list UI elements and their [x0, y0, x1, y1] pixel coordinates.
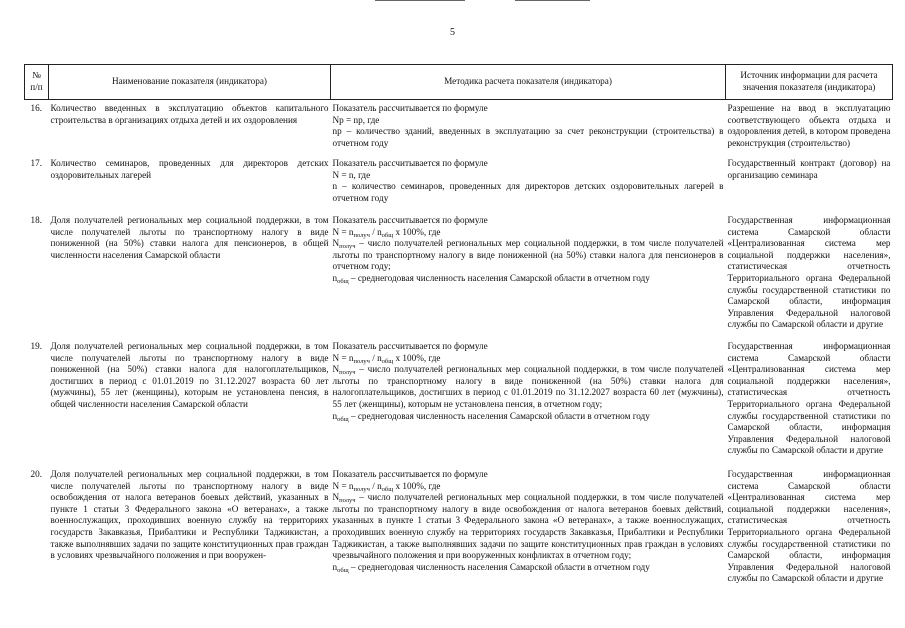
indicator-name: Количество семинаров, проведенных для директоров детских оздоровительных лагерей: [50, 158, 329, 180]
method-formula: $N = n_{получ} / n_{общ}$ х 100%, где: [332, 226, 441, 239]
calculation-method: [331, 100, 726, 159]
row-number: 20.: [30, 469, 42, 479]
top-rule-left: [375, 0, 465, 1]
indicator-name: Доля получателей региональных мер социальной поддержки, в том числе получателей льготы по транспортному налогу в виде пониженной (на 50%) ставки налога для налогоплательщиков, достигших в период с 01.01.2019 по 31.12.2027 возраста 60 лет (мужчины), 55 лет (женщины), которым не установлена пенсия, в общей численности населения Самарской области: [50, 341, 329, 409]
calculation-method: [331, 469, 726, 589]
info-source: Разрешение на ввод в эксплуатацию соответствующего объекта отдыха и оздоровления детей, в котором проведена реконструкция (строительство): [727, 103, 891, 148]
header-source: Источник информации для расчета значения показателя (индикатора): [726, 65, 893, 100]
row-number: 17.: [30, 158, 42, 168]
indicator-name: Доля получателей региональных мер социальной поддержки, в том числе получателей льготы по транспортному налогу в виде пониженной (на 50%) ставки налога для пенсионеров, в общей численности населения Самарской области: [50, 215, 329, 260]
method-line: $N_{получ}$ – число получателей региональных мер социальной поддержки, в том числе получателей льготы по транспортному налогу в виде пониженной (на 50%) ставки налога для налогоплательщиков, достигших в период с 01.01.2019 по 31.12.2027 возраста 60 лет (мужчины), 55 лет (женщины), которым не установлена пенсия, в отчетном году;: [332, 364, 724, 409]
method-line: Показатель рассчитывается по формуле: [332, 341, 488, 351]
method-line: Показатель рассчитывается по формуле: [332, 469, 488, 479]
method-line: $n_{общ}$ – среднегодовая численность населения Самарской области в отчетном году: [332, 561, 650, 574]
info-source: Государственная информационная система Самарской области «Централизованная система мер социальной поддержки населения», статистическая отчетность Территориального органа Федеральной службы государственной статистики по Самарской области, информация Управления Федеральной налоговой службы по Самарской области и другие: [727, 469, 891, 584]
row-number: 16.: [30, 103, 42, 113]
table-row: [25, 341, 893, 469]
method-formula: Np = np, где: [332, 114, 380, 125]
calculation-method: [331, 215, 726, 341]
info-source: Государственная информационная система Самарской области «Централизованная система мер социальной поддержки населения», статистическая отчетность Территориального органа Федеральной службы государственной статистики по Самарской области, информация Управления Федеральной налоговой службы по Самарской области и другие: [727, 215, 891, 330]
page-number: 5: [450, 27, 455, 38]
table-row: [25, 158, 893, 215]
method-formula: $N = n_{получ} / n_{общ}$ х 100%, где: [332, 480, 441, 493]
top-rule-right: [515, 0, 590, 1]
indicator-name: Доля получателей региональных мер социальной поддержки, в том числе получателей льготы по транспортному налогу в виде освобождения от налога ветеранов боевых действий, указанных в пункте 1 статьи 3 Федерального закона «О ветеранах», а также военнослужащих, проходивших военную службу на территориях государств Закавказья, Прибалтики и Республики Таджикистан, а также выполнявших задачи по защите конституционных прав граждан в условиях чрезвычайного положения и при вооружен-: [50, 469, 329, 561]
method-line: Показатель рассчитывается по формуле: [332, 215, 488, 225]
indicators-table: [24, 64, 893, 589]
header-name: Наименование показателя (индикатора): [49, 65, 331, 100]
calculation-method: [331, 341, 726, 469]
info-source: Государственный контракт (договор) на организацию семинара: [727, 158, 891, 180]
method-line: $n_{общ}$ – среднегодовая численность населения Самарской области в отчетном году: [332, 272, 650, 285]
header-method: Методика расчета показателя (индикатора): [331, 65, 726, 100]
method-line: $n_{общ}$ – среднегодовая численность населения Самарской области в отчетном году: [332, 410, 650, 423]
method-line: $N_{получ}$ – число получателей региональных мер социальной поддержки, в том числе получателей льготы по транспортному налогу в виде пониженной (на 50%) ставки налога для пенсионеров в отчетном году;: [332, 238, 724, 272]
method-line: Показатель рассчитывается по формуле: [332, 103, 488, 113]
indicator-name: Количество введенных в эксплуатацию объектов капитального строительства в организациях отдыха детей и их оздоровления: [50, 103, 329, 125]
method-line: n – количество семинаров, проведенных для директоров детских оздоровительных лагерей в отчетном году: [332, 181, 724, 203]
method-line: np – количество зданий, введенных в эксплуатацию за счет реконструкции (строительства) в отчетном году: [332, 126, 724, 148]
table-row: [25, 215, 893, 341]
method-line: Показатель рассчитывается по формуле: [332, 158, 488, 168]
method-formula: $N = n_{получ} / n_{общ}$ х 100%, где: [332, 352, 441, 365]
row-number: 18.: [30, 215, 42, 225]
row-number: 19.: [30, 341, 42, 351]
info-source: Государственная информационная система Самарской области «Централизованная система мер социальной поддержки населения», статистическая отчетность Территориального органа Федеральной службы государственной статистики по Самарской области, информация Управления Федеральной налоговой службы по Самарской области и другие: [727, 341, 891, 456]
table-row: [25, 469, 893, 589]
method-formula: N = n, где: [332, 169, 371, 180]
table-row: [25, 100, 893, 159]
header-num: № п/п: [25, 65, 49, 100]
calculation-method: [331, 158, 726, 215]
method-line: $N_{получ}$ – число получателей региональных мер социальной поддержки, в том числе получателей льготы по транспортному налогу в виде освобождения от налога ветеранов боевых действий, указанных в пункте 1 статьи 3 Федерального закона «О ветеранах», а также военнослужащих, проходивших военную службу на территориях государств Закавказья, Прибалтики и Республики Таджикистан, а также выполнявших задачи по защите конституционных прав граждан в условиях чрезвычайного положения и при вооруженных конфликтах в отчетном году;: [332, 492, 724, 561]
table-header-row: [25, 65, 893, 100]
